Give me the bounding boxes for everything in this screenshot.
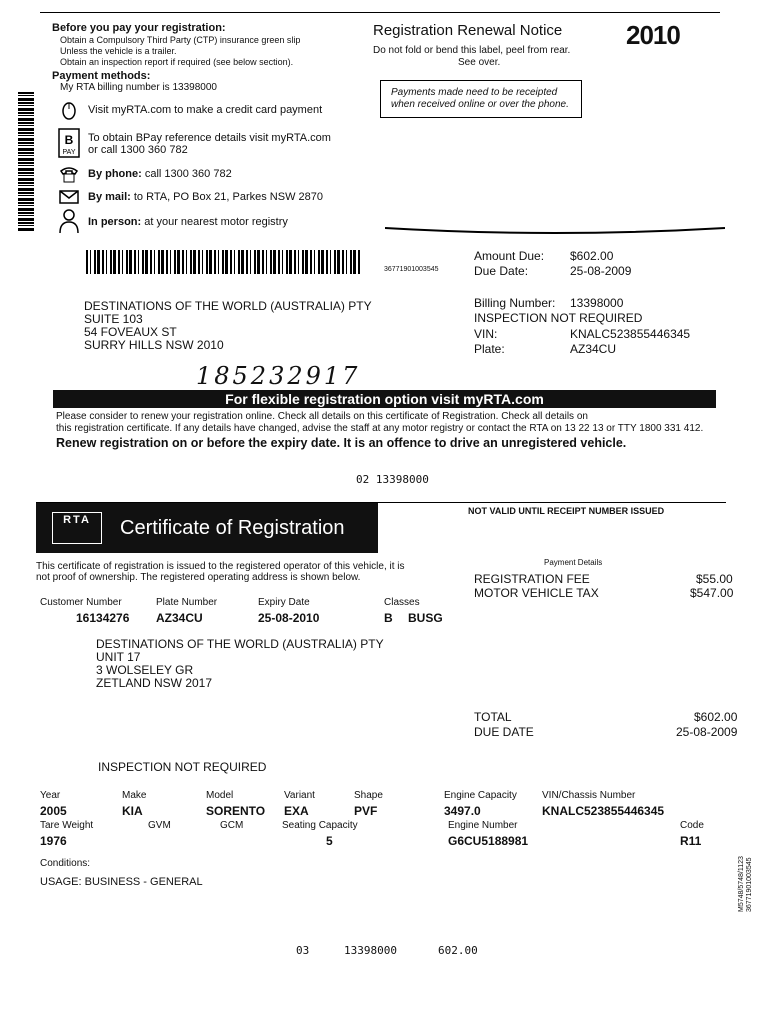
receipt-box: [380, 80, 582, 118]
address-line: ZETLAND NSW 2017: [96, 676, 213, 690]
class-value-2: BUSG: [408, 611, 443, 625]
stub-number: 02 13398000: [356, 473, 429, 486]
plate-label: Plate:: [474, 342, 505, 356]
phone-prefix: By phone:: [88, 168, 142, 180]
horizontal-barcode: [86, 250, 362, 274]
expiry-date: 25-08-2010: [258, 611, 320, 625]
not-valid-notice: NOT VALID UNTIL RECEIPT NUMBER ISSUED: [468, 506, 665, 516]
bpay-icon: [58, 128, 80, 158]
info-text: [56, 411, 716, 435]
weight-label: Seating Capacity: [282, 820, 358, 831]
weight-label: Code: [680, 820, 704, 831]
vin: KNALC523855446345: [570, 327, 691, 341]
side-code: M5748/5748/1123 36771901003545: [738, 856, 753, 912]
conditions-label: Conditions:: [40, 858, 91, 869]
bottom-number: 13398000: [344, 944, 397, 957]
due-date-label: Due Date:: [474, 264, 529, 278]
person-icon: [58, 208, 80, 234]
vehicle-value: 2005: [40, 804, 67, 818]
phone-icon: [58, 163, 80, 185]
address-line: UNIT 17: [96, 650, 141, 664]
bottom-number: 03: [296, 944, 310, 957]
cert-intro-line: not proof of ownership. The registered operating address is shown below.: [36, 572, 361, 583]
total-label: TOTAL: [474, 710, 512, 724]
total-value: $602.00: [694, 710, 738, 724]
person-prefix: In person:: [88, 216, 142, 228]
cert-address: [96, 638, 384, 690]
cert-intro-line: This certificate of registration is issued to the registered operator of this vehicle, it is: [36, 561, 405, 572]
payment-bpay: To obtain BPay reference details visit myRTA.com or call 1300 360 782: [88, 132, 331, 156]
payment-person: [88, 216, 288, 228]
address-line: DESTINATIONS OF THE WORLD (AUSTRALIA) PTY: [84, 299, 372, 313]
mail-label: to RTA, PO Box 21, Parkes NSW 2870: [133, 191, 323, 203]
cert-due-label: DUE DATE: [474, 725, 534, 739]
info-line: this registration certificate. If any details have changed, advise the staff at any motor registry or contact the RTA on 13 22 13 or TTY 1800 331 412.: [56, 423, 704, 434]
due-date: 25-08-2009: [570, 264, 632, 278]
vertical-barcode: [18, 92, 34, 232]
barcode-number: 36771901003545: [384, 266, 439, 273]
vehicle-label: Make: [122, 790, 147, 801]
payment-title: Payment methods:: [52, 70, 151, 82]
svg-text:PAY: PAY: [62, 149, 76, 156]
cert-due-value: 25-08-2009: [676, 725, 738, 739]
payment-mail: [88, 191, 323, 203]
weight-value: 5: [326, 834, 333, 848]
receipt-text: Payments made need to be receipted when received online or over the phone.: [391, 87, 569, 110]
before-list: [60, 35, 300, 68]
weight-value: G6CU5188981: [448, 834, 529, 848]
mail-icon: [58, 186, 80, 208]
vehicle-value: KNALC523855446345: [542, 804, 665, 818]
rta-logo: RTA: [52, 512, 102, 544]
person-label: at your nearest motor registry: [144, 216, 288, 228]
address-line: SUITE 103: [84, 312, 143, 326]
notice-address: [84, 300, 372, 352]
fee-value: $547.00: [690, 586, 734, 600]
vehicle-value: PVF: [354, 804, 378, 818]
bottom-number: 602.00: [438, 944, 478, 957]
do-not-fold: Do not fold or bend this label, peel from rear.: [373, 45, 571, 56]
customer-label: Customer Number: [40, 597, 122, 608]
payment-phone: [88, 168, 232, 180]
curve-divider: [385, 226, 725, 240]
mail-prefix: By mail:: [88, 191, 131, 203]
cert-title: Certificate of Registration: [120, 517, 345, 539]
plate-number-label: Plate Number: [156, 597, 218, 608]
address-line: SURRY HILLS NSW 2010: [84, 338, 224, 352]
address-line: 54 FOVEAUX ST: [84, 325, 177, 339]
expiry-label: Expiry Date: [258, 597, 310, 608]
weight-label: GVM: [148, 820, 171, 831]
billing-number: 13398000: [570, 296, 624, 310]
payment-online: Visit myRTA.com to make a credit card payment: [88, 104, 323, 116]
before-item: Obtain a Compulsory Third Party (CTP) insurance green slip: [60, 35, 301, 45]
vehicle-label: Year: [40, 790, 61, 801]
info-line: Please consider to renew your registration online. Check all details on this certificate of Registration. Check all details on: [56, 411, 588, 422]
vehicle-value: SORENTO: [206, 804, 266, 818]
before-item: Obtain an inspection report if required (see below section).: [60, 57, 294, 67]
cert-plate: AZ34CU: [156, 611, 203, 625]
weight-label: Engine Number: [448, 820, 518, 831]
vehicle-label: VIN/Chassis Number: [542, 790, 636, 801]
vehicle-label: Engine Capacity: [444, 790, 517, 801]
before-item: Unless the vehicle is a trailer.: [60, 46, 177, 56]
amount-due: $602.00: [570, 249, 614, 263]
amount-due-label: Amount Due:: [474, 249, 545, 263]
renewal-title: Registration Renewal Notice: [373, 22, 563, 39]
inspection-status: INSPECTION NOT REQUIRED: [474, 311, 643, 325]
year: 2010: [626, 20, 680, 50]
vehicle-label: Variant: [284, 790, 315, 801]
phone-label: call 1300 360 782: [144, 168, 232, 180]
fee-label: MOTOR VEHICLE TAX: [474, 586, 599, 600]
vin-label: VIN:: [474, 327, 498, 341]
cert-intro: [36, 561, 405, 583]
vehicle-value: 3497.0: [444, 804, 481, 818]
svg-text:B: B: [64, 133, 74, 147]
billing-line: My RTA billing number is 13398000: [60, 82, 217, 93]
myrta-banner: For flexible registration option visit myRTA.com: [53, 390, 716, 408]
weight-label: Tare Weight: [40, 820, 94, 831]
weight-label: GCM: [220, 820, 244, 831]
handwritten-number: 185232917: [196, 362, 361, 390]
fee-value: $55.00: [696, 572, 733, 586]
weight-value: 1976: [40, 834, 67, 848]
vehicle-label: Model: [206, 790, 234, 801]
renew-warning: Renew registration on or before the expiry date. It is an offence to drive an unregistered vehicle.: [56, 436, 627, 450]
vehicle-value: KIA: [122, 804, 143, 818]
before-title: Before you pay your registration:: [52, 22, 226, 34]
address-line: DESTINATIONS OF THE WORLD (AUSTRALIA) PTY: [96, 637, 384, 651]
conditions-value: USAGE: BUSINESS - GENERAL: [40, 876, 203, 888]
address-line: 3 WOLSELEY GR: [96, 663, 194, 677]
payment-details-label: Payment Details: [544, 558, 603, 567]
weight-value: R11: [680, 834, 702, 848]
class-label: Classes: [384, 597, 420, 608]
billing-label: Billing Number:: [474, 296, 556, 310]
fee-label: REGISTRATION FEE: [474, 572, 590, 586]
plate: AZ34CU: [570, 342, 617, 356]
top-rule: [40, 12, 720, 13]
cert-inspection: INSPECTION NOT REQUIRED: [98, 760, 267, 774]
vehicle-value: EXA: [284, 804, 309, 818]
customer-number: 16134276: [76, 611, 130, 625]
class-value: B: [384, 611, 393, 625]
mouse-icon: [58, 98, 80, 120]
vehicle-label: Shape: [354, 790, 383, 801]
see-over: See over.: [458, 57, 501, 68]
